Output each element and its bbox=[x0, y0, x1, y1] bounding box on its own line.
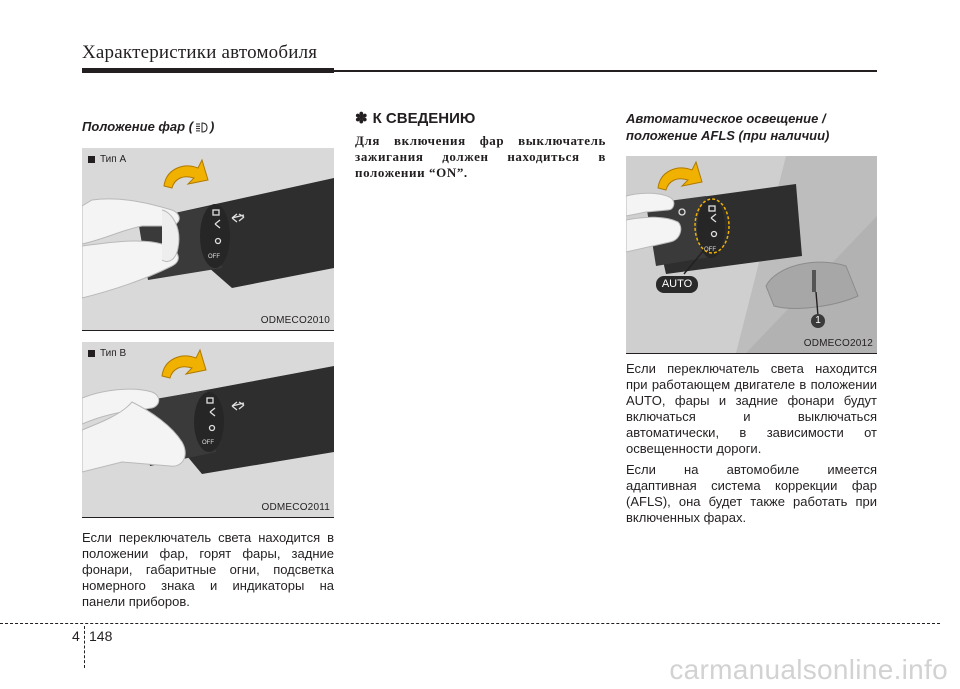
chapter-number: 4 bbox=[72, 628, 80, 644]
light-switch-illustration-b bbox=[82, 342, 334, 517]
figure-code: ODMECO2010 bbox=[260, 315, 330, 326]
auto-light-description: Если переключатель света находится при работающем двигателе в положении AUTO, фары и задние фонари будут включаться и выключаться автоматически, в зависимости от освещенности дороги. bbox=[626, 361, 877, 456]
notice-star-icon: ✽ bbox=[355, 110, 368, 127]
figure-auto-light bbox=[626, 156, 877, 353]
svg-text:OFF: OFF bbox=[202, 440, 214, 446]
footer-rule bbox=[0, 623, 940, 624]
column-auto-light bbox=[626, 110, 877, 526]
section-title-auto-light: Автоматическое освещение / положение AFLS (при наличии) bbox=[626, 111, 830, 143]
column-notice bbox=[355, 110, 606, 181]
light-switch-illustration-a bbox=[82, 148, 334, 330]
header-rule-thick bbox=[82, 68, 334, 73]
figure-code: ODMECO2012 bbox=[803, 338, 873, 349]
figure-type-b bbox=[82, 342, 334, 517]
footer-divider bbox=[84, 626, 85, 668]
square-bullet-icon bbox=[88, 156, 95, 163]
figure-divider bbox=[82, 517, 334, 518]
watermark: carmanualsonline.info bbox=[669, 654, 948, 685]
headlamp-icon bbox=[195, 120, 208, 137]
callout-number: 1 bbox=[815, 315, 821, 326]
figure-divider bbox=[82, 330, 334, 331]
section-title-headlamp: Положение фар ( ) bbox=[82, 118, 334, 137]
figure-code: ODMECO2011 bbox=[261, 502, 330, 513]
figure-divider bbox=[626, 353, 877, 354]
auto-badge: AUTO bbox=[661, 278, 693, 290]
notice-text: Для включения фар выключатель зажигания должен находиться в положении “ON”. bbox=[355, 133, 606, 180]
square-bullet-icon bbox=[88, 350, 95, 357]
figure-type-b-label: Тип B bbox=[88, 348, 126, 359]
figure-type-a-label: Тип A bbox=[88, 154, 126, 165]
headlamp-description: Если переключатель света находится в положении фар, горят фары, задние фонари, габаритные огни, подсветка номерного знака и индикаторы на панели приборов. bbox=[82, 530, 334, 609]
svg-text:OFF: OFF bbox=[704, 247, 716, 253]
afls-description: Если на автомобиле имеется адаптивная система коррекции фар (AFLS), она будет также работать при включенных фарах. bbox=[626, 462, 877, 525]
figure-type-a bbox=[82, 148, 334, 330]
notice-title: ✽ К СВЕДЕНИЮ bbox=[355, 110, 476, 127]
column-headlamp-position bbox=[82, 118, 334, 610]
page-header-title: Характеристики автомобиля bbox=[82, 42, 318, 63]
svg-text:OFF: OFF bbox=[208, 254, 220, 260]
header-rule-thin bbox=[334, 70, 877, 72]
page-number: 148 bbox=[89, 628, 113, 644]
auto-light-switch-illustration bbox=[626, 156, 877, 353]
